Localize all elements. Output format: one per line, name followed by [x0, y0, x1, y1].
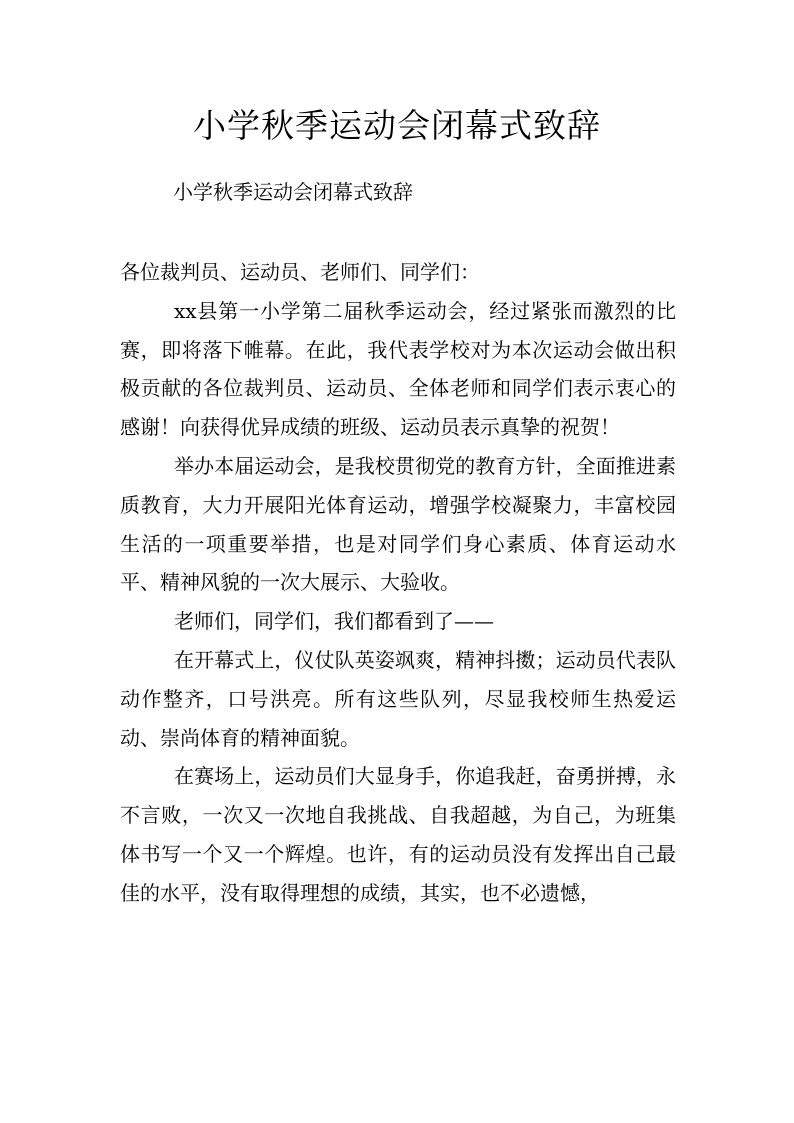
- salutation: 各位裁判员、运动员、老师们、同学们：: [120, 260, 480, 284]
- document-subtitle: 小学秋季运动会闭幕式致辞: [173, 180, 413, 204]
- paragraph: 举办本届运动会，是我校贯彻党的教育方针，全面推进素质教育，大力开展阳光体育运动，增强学校凝聚力，丰富校园生活的一项重要举措，也是对同学们身心素质、体育运动水平、精神风貌的一次大展示、大验收。: [120, 453, 676, 595]
- paragraph: xx县第一小学第二届秋季运动会，经过紧张而激烈的比赛，即将落下帷幕。在此，我代表学校对为本次运动会做出积极贡献的各位裁判员、运动员、全体老师和同学们表示衷心的感谢！向获得优异成绩的班级、运动员表示真挚的祝贺！: [120, 298, 676, 440]
- paragraph: 在开幕式上，仪仗队英姿飒爽，精神抖擞；运动员代表队动作整齐，口号洪亮。所有这些队列，尽显我校师生热爱运动、崇尚体育的精神面貌。: [120, 647, 676, 750]
- paragraph: 在赛场上，运动员们大显身手，你追我赶，奋勇拼搏，永不言败，一次又一次地自我挑战、自我超越，为自己，为班集体书写一个又一个辉煌。也许，有的运动员没有发挥出自己最佳的水平，没有取得理想的成绩，其实，也不必遗憾，: [120, 764, 676, 905]
- paragraph: 老师们，同学们，我们都看到了——: [174, 609, 494, 634]
- document-body: [120, 253, 676, 913]
- document-title: 小学秋季运动会闭幕式致辞: [193, 106, 601, 145]
